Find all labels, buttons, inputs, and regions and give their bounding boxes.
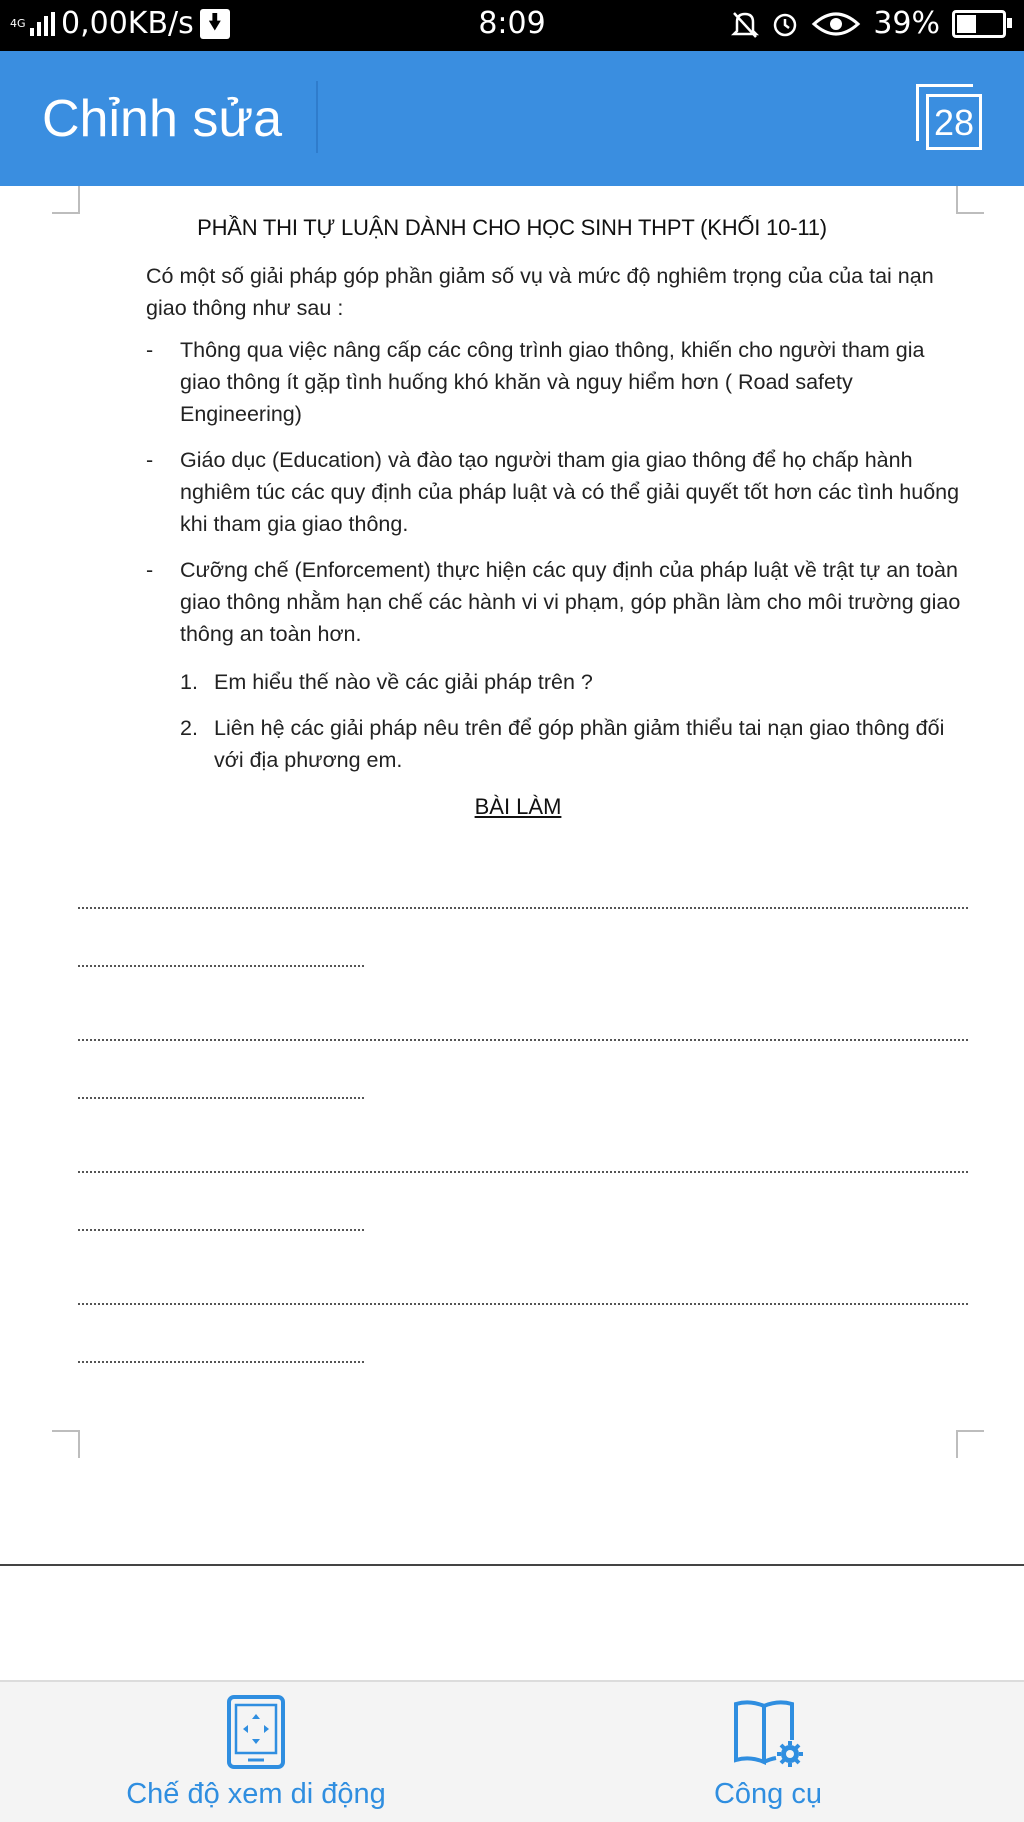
network-type: 4G bbox=[10, 17, 26, 30]
page-count: 28 bbox=[926, 94, 982, 150]
battery-percent: 39% bbox=[873, 6, 940, 41]
list-item bbox=[180, 666, 966, 698]
bullet-marker: - bbox=[146, 558, 154, 582]
tools-button[interactable] bbox=[680, 1694, 856, 1811]
answer-line bbox=[78, 907, 968, 909]
page-corner-mark bbox=[956, 186, 984, 214]
book-gear-icon bbox=[730, 1694, 806, 1770]
answer-line bbox=[78, 1171, 968, 1173]
answer-line bbox=[78, 1097, 364, 1099]
next-page-area[interactable] bbox=[0, 1566, 1024, 1680]
question-text: Em hiểu thế nào về các giải pháp trên ? bbox=[214, 670, 593, 694]
page-count-button[interactable] bbox=[916, 84, 982, 150]
answer-line bbox=[78, 1229, 364, 1231]
signal-icon bbox=[30, 12, 55, 36]
silent-bell-icon bbox=[731, 9, 759, 39]
list-item bbox=[146, 444, 966, 540]
page-corner-mark bbox=[956, 1430, 984, 1458]
document-page[interactable] bbox=[0, 186, 1024, 1566]
document-intro: Có một số giải pháp góp phần giảm số vụ và mức độ nghiêm trọng của của tai nạn giao thông như sau : bbox=[146, 264, 934, 320]
list-item bbox=[146, 554, 966, 650]
answer-line bbox=[78, 1361, 364, 1363]
app-bar bbox=[0, 51, 1024, 186]
eye-icon bbox=[811, 9, 861, 39]
list-item-text: Thông qua việc nâng cấp các công trình giao thông, khiến cho người tham gia giao thông ít gặp tình huống khó khăn và nguy hiểm hơn ( Road safety Engineering) bbox=[180, 338, 925, 426]
page-corner-mark bbox=[52, 1430, 80, 1458]
bottom-toolbar bbox=[0, 1680, 1024, 1822]
download-icon bbox=[200, 9, 230, 39]
mobile-view-label: Chế độ xem di động bbox=[126, 1778, 386, 1810]
question-number: 1. bbox=[180, 670, 198, 694]
tools-label: Công cụ bbox=[713, 1778, 822, 1810]
battery-icon bbox=[952, 10, 1006, 38]
answer-line bbox=[78, 1303, 968, 1305]
question-list bbox=[180, 666, 966, 790]
bullet-marker: - bbox=[146, 448, 154, 472]
data-speed: 0,00KB/s bbox=[61, 6, 194, 41]
mobile-view-button[interactable] bbox=[108, 1694, 404, 1811]
answer-heading: BÀI LÀM bbox=[474, 794, 562, 819]
list-item bbox=[146, 334, 966, 430]
solution-list bbox=[146, 334, 966, 664]
page-title: Chỉnh sửa bbox=[42, 90, 283, 148]
list-item bbox=[180, 712, 966, 776]
list-item-text: Giáo dục (Education) và đào tạo người tham gia giao thông để họ chấp hành nghiêm túc các quy định của pháp luật và có thể giải quyết tốt hơn các tình huống khi tham gia giao thông. bbox=[180, 448, 960, 536]
list-item-text: Cưỡng chế (Enforcement) thực hiện các quy định của pháp luật về trật tự an toàn giao thông nhằm hạn chế các hành vi vi phạm, góp phần làm cho môi trường giao thông an toàn hơn. bbox=[180, 558, 961, 646]
page-corner-mark bbox=[52, 186, 80, 214]
document-title: PHẦN THI TỰ LUẬN DÀNH CHO HỌC SINH THPT (KHỐI 10-11) bbox=[197, 215, 827, 240]
status-bar bbox=[0, 0, 1024, 51]
status-time: 8:09 bbox=[478, 6, 546, 41]
alarm-icon bbox=[771, 9, 799, 39]
question-number: 2. bbox=[180, 716, 198, 740]
question-text: Liên hệ các giải pháp nêu trên để góp phần giảm thiểu tai nạn giao thông đối với địa phương em. bbox=[214, 716, 945, 772]
app-bar-divider bbox=[316, 81, 318, 153]
bullet-marker: - bbox=[146, 338, 154, 362]
mobile-view-icon bbox=[226, 1694, 286, 1770]
battery-fill bbox=[957, 15, 976, 33]
answer-line bbox=[78, 965, 364, 967]
answer-line bbox=[78, 1039, 968, 1041]
